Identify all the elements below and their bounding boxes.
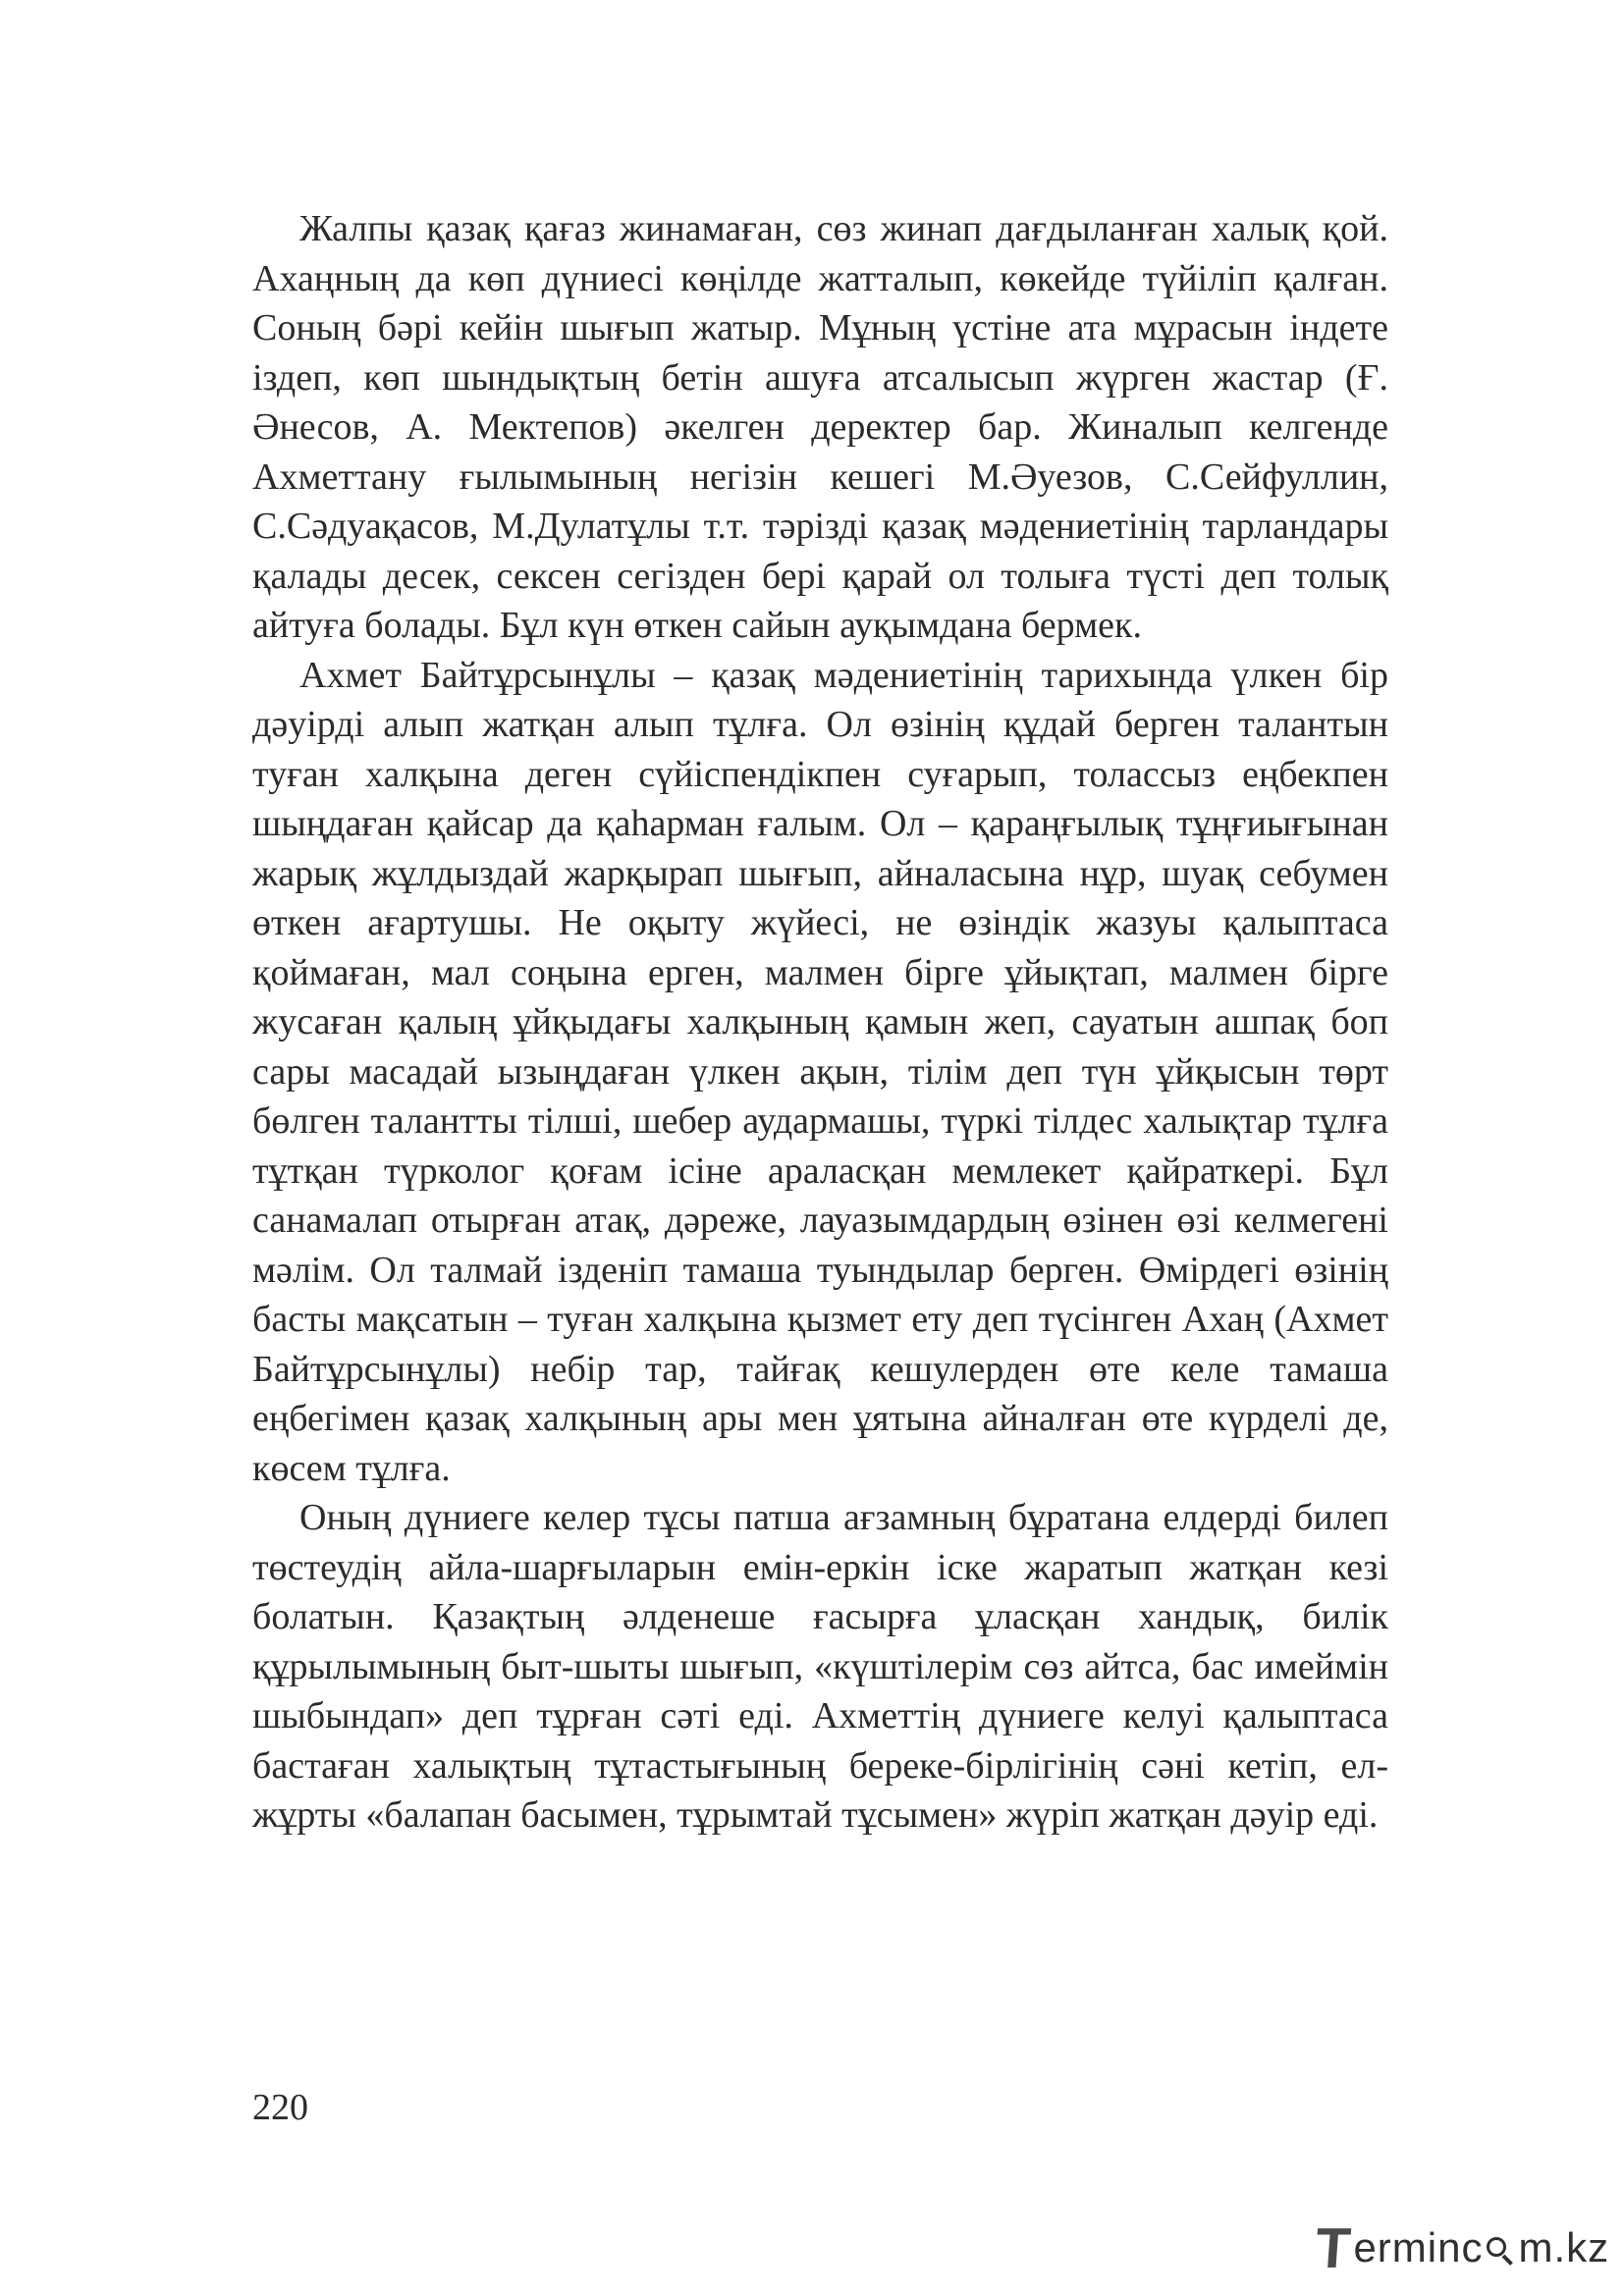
magnifier-icon: [1486, 2233, 1515, 2263]
page-number: 220: [252, 2087, 308, 2128]
paragraph-1: Жалпы қазақ қағаз жинамаған, сөз жинап дағдыланған халық қой. Ахаңның да көп дүниесі көңілде жатталып, көкейде түйіліп қалған. Соның бәрі кейін шығып жатыр. Мұның үстіне ата мұрасын індете іздеп, көп шындықтың бетін ашуға атсалысып жүрген жастар (Ғ. Әнесов, А. Мектепов) әкелген деректер бар. Жиналып келгенде Ахметтану ғылымының негізін кешегі М.Әуезов, С.Сейфуллин, С.Сәдуақасов, М.Дулатұлы т.т. тәрізді қазақ мәдениетінің тарландары қалады десек, сексен сегізден бері қарай ол толыға түсті деп толық айтуға болады. Бұл күн өткен сайын ауқымдана бермек.: [252, 208, 1388, 646]
watermark-text-start: erminc: [1353, 2224, 1484, 2270]
watermark-letter-t: T: [1313, 2216, 1354, 2280]
paragraph-3: Оның дүниеге келер тұсы патша ағзамның бұратана елдерді билеп төстеудің айла-шарғыларын емін-еркін іске жаратып жатқан кезі болатын. Қазақтың әлденеше ғасырға ұласқан хандық, билік құрылымының быт-шыты шығып, «күштілерім сөз айтса, бас имеймін шыбындап» деп тұрған сәті еді. Ахметтің дүниеге келуі қалыптаса бастаған халықтың тұтастығының береке-бірлігінің сәні кетіп, ел-жұрты «балапан басымен, тұрымтай тұсымен» жүріп жатқан дәуір еді.: [252, 1497, 1388, 1836]
body-text: [252, 204, 1388, 1841]
watermark-text-end: m.kz: [1518, 2224, 1610, 2270]
termincom-watermark: [1313, 2216, 1610, 2280]
paragraph-2: Ахмет Байтұрсынұлы – қазақ мәдениетінің тарихында үлкен бір дәуірді алып жатқан алып тұлға. Ол өзінің құдай берген талантын туған халқына деген сүйіспендікпен суғарып, толассыз еңбекпен шыңдаған қайсар да қаһарман ғалым. Ол – қараңғылық тұңғиығынан жарық жұлдыздай жарқырап шығып, айналасына нұр, шуақ себумен өткен ағартушы. Не оқыту жүйесі, не өзіндік жазуы қалыптаса қоймаған, мал соңына ерген, малмен бірге ұйықтап, малмен бірге жусаған қалың ұйқыдағы халқының қамын жеп, сауатын ашпақ боп сары масадай ызыңдаған үлкен ақын, тілім деп түн ұйқысын төрт бөлген талантты тілші, шебер аудармашы, түркі тілдес халықтар тұлға тұтқан түрколог қоғам ісіне араласқан мемлекет қайраткері. Бұл санамалап отырған атақ, дәреже, лауазымдардың өзінен өзі келмегені мәлім. Ол талмай ізденіп тамаша туындылар берген. Өмірдегі өзінің басты мақсатын – туған халқына қызмет ету деп түсінген Ахаң (Ахмет Байтұрсынұлы) небір тар, тайғақ кешулерден өте келе тамаша еңбегімен қазақ халқының ары мен ұятына айналған өте күрделі де, көсем тұлға.: [252, 654, 1388, 1489]
